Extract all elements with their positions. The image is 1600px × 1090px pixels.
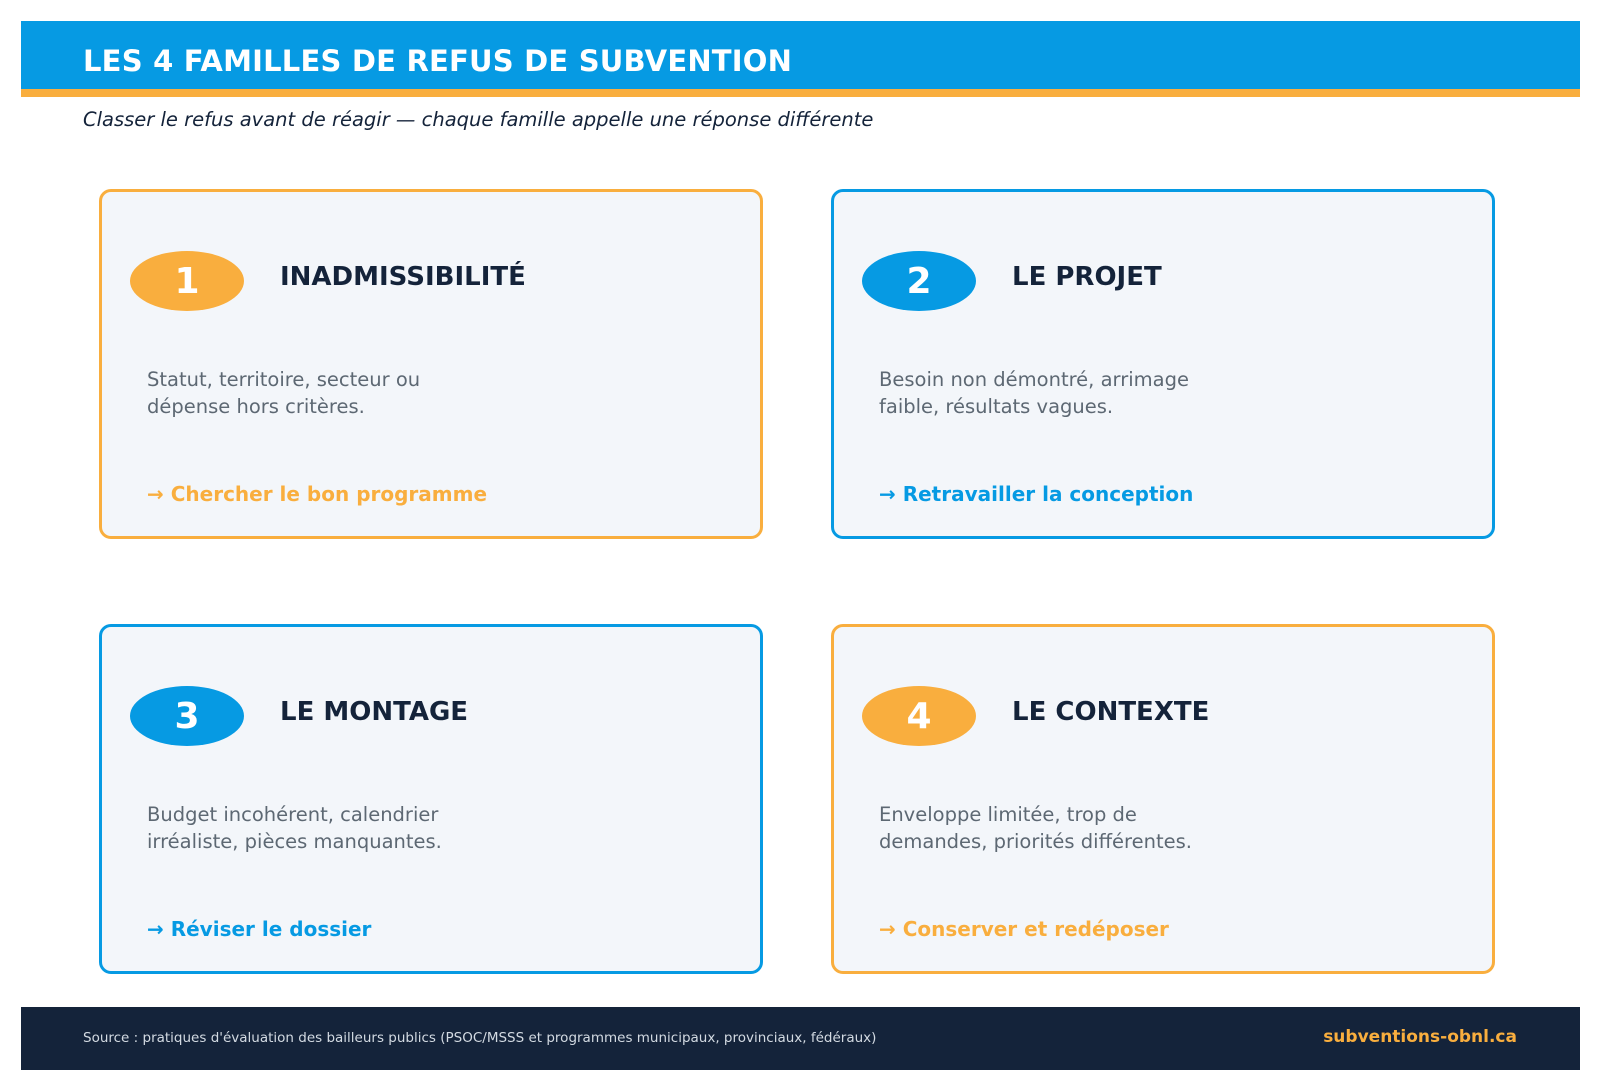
page-subtitle: Classer le refus avant de réagir — chaque famille appelle une réponse différente — [83, 108, 874, 131]
card-title: LE CONTEXTE — [1012, 697, 1210, 727]
card-action: → Réviser le dossier — [147, 917, 372, 941]
card-description: Enveloppe limitée, trop de demandes, priorités différentes. — [879, 803, 1192, 853]
card-description: Besoin non démontré, arrimage faible, résultats vagues. — [879, 368, 1189, 418]
card-title: LE MONTAGE — [280, 697, 469, 727]
card-title: LE PROJET — [1012, 262, 1162, 292]
card-le-montage — [99, 624, 763, 974]
card-action: → Retravailler la conception — [879, 482, 1194, 506]
footer-source: Source : pratiques d'évaluation des bailleurs publics (PSOC/MSSS et programmes municipaux, provinciaux, fédéraux) — [83, 1030, 877, 1046]
header-accent-stripe — [21, 89, 1580, 97]
card-number-badge: 2 — [862, 251, 976, 311]
card-action: → Conserver et redéposer — [879, 917, 1169, 941]
card-number-badge: 1 — [130, 251, 244, 311]
card-action: → Chercher le bon programme — [147, 482, 488, 506]
card-le-projet — [831, 189, 1495, 539]
page-title: LES 4 FAMILLES DE REFUS DE SUBVENTION — [83, 44, 793, 78]
card-title: INADMISSIBILITÉ — [280, 262, 526, 292]
card-description: Statut, territoire, secteur ou dépense hors critères. — [147, 368, 421, 418]
card-number-badge: 4 — [862, 686, 976, 746]
card-number-badge: 3 — [130, 686, 244, 746]
card-le-contexte — [831, 624, 1495, 974]
card-description: Budget incohérent, calendrier irréaliste, pièces manquantes. — [147, 803, 442, 853]
card-inadmissibilite — [99, 189, 763, 539]
footer-site-name: subventions-obnl.ca — [1323, 1027, 1517, 1047]
footer-bar — [21, 1007, 1580, 1070]
